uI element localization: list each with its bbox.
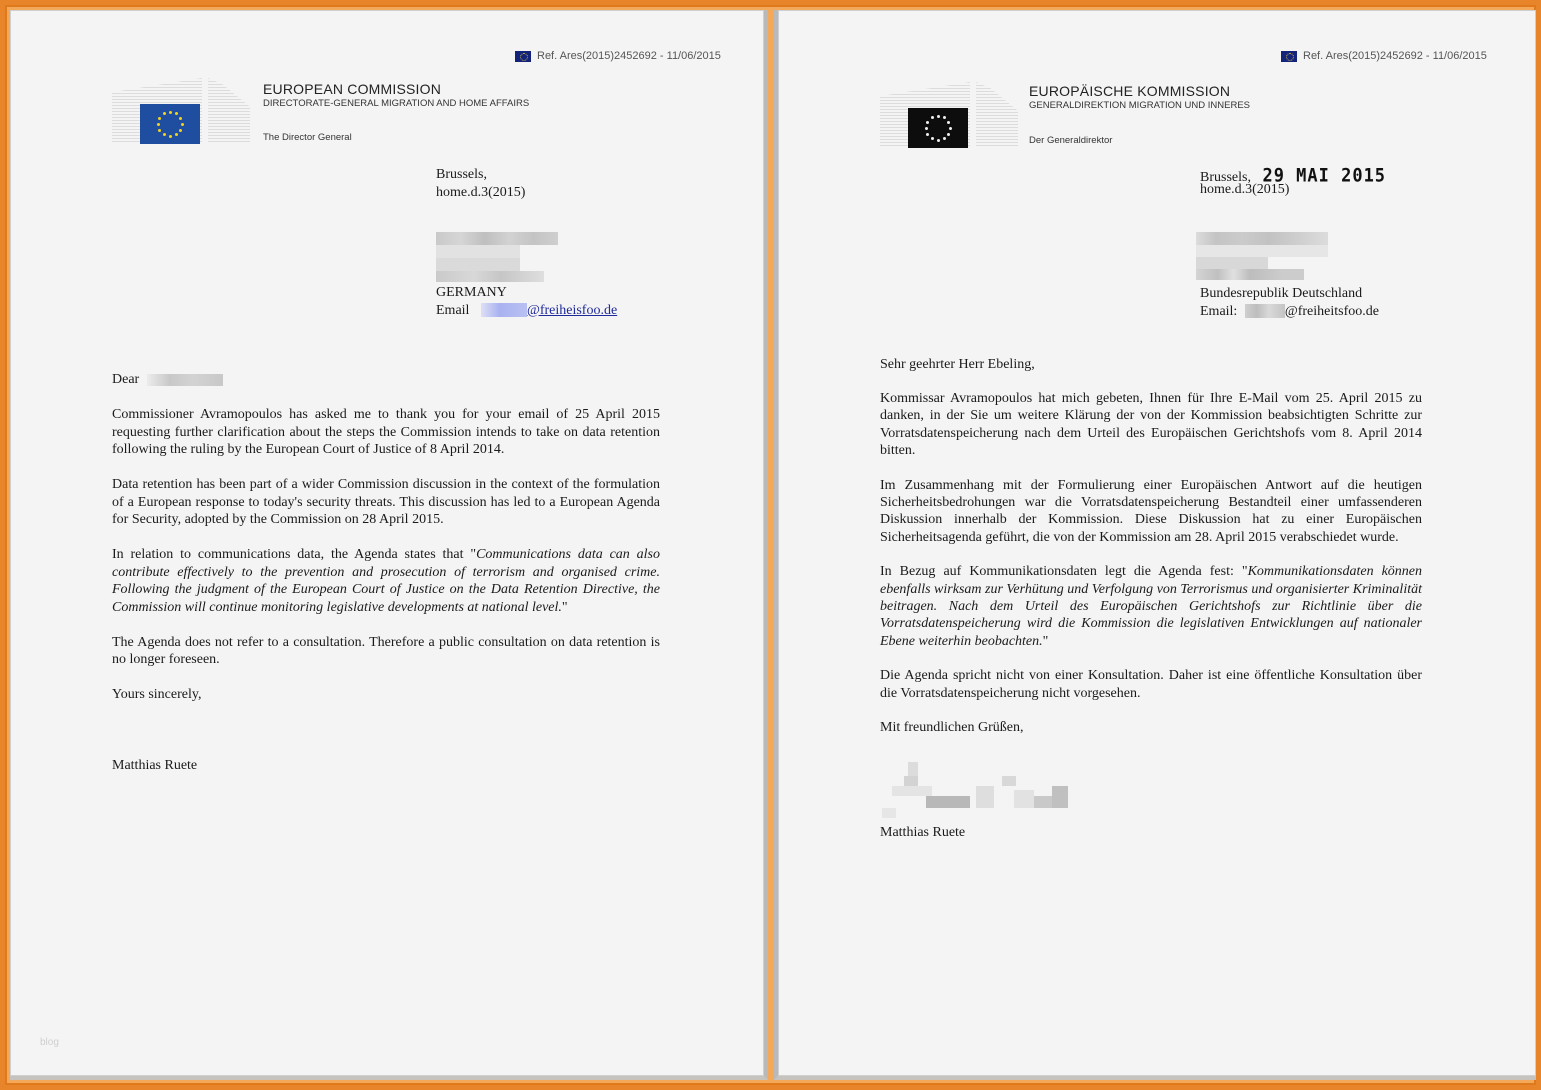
- redacted-email-user: [1245, 304, 1285, 318]
- salutation-text: Dear: [112, 372, 140, 387]
- closing: Yours sincerely,: [112, 687, 202, 702]
- place: Brussels,: [436, 167, 487, 182]
- berlaymont-building-icon: [208, 78, 250, 142]
- redacted-signature: [882, 762, 1082, 818]
- email-label: Email: [436, 302, 470, 318]
- eu-flag-icon: [140, 104, 200, 144]
- email-address-domain: @freiheitsfoo.de: [1284, 303, 1379, 319]
- date-stamp: 29 MAI 2015: [1262, 164, 1387, 187]
- agenda-quote: Kommunikationsdaten können ebenfalls wirksam zur Verhütung und Verfolgung von Terrorismus und organisierter Kriminalität beitragen. Nach dem Urteil des Europäischen Gerichtshofs zur Richtlinie über die Vorratsdatenspeicherung wird die Kommission die legislativen Entwicklungen auf nationaler Ebene weiterhin beobachten.: [880, 564, 1423, 649]
- recipient-block: [1200, 285, 1379, 320]
- org-subtitle: DIRECTORATE-GENERAL MIGRATION AND HOME AFFAIRS: [263, 98, 530, 109]
- ec-logo: [112, 74, 252, 144]
- berlaymont-building-icon: [976, 82, 1018, 146]
- eu-flag-icon: [515, 51, 531, 62]
- paragraph-4: The Agenda does not refer to a consultation. Therefore a public consultation on data retention is no longer foreseen.: [112, 634, 660, 667]
- org-title: EUROPÄISCHE KOMMISSION: [1029, 83, 1231, 99]
- recipient-block: [436, 284, 617, 319]
- file-reference: home.d.3(2015): [1200, 181, 1290, 197]
- ec-logo: [880, 78, 1020, 148]
- paragraph-3: [880, 563, 1422, 649]
- reference-text: Ref. Ares(2015)2452692 - 11/06/2015: [537, 50, 721, 62]
- place: Brussels,: [1200, 170, 1251, 185]
- signatory: Matthias Ruete: [112, 758, 198, 773]
- letter-page-german: [774, 10, 1536, 1080]
- eu-flag-icon: [1281, 51, 1297, 62]
- org-role: The Director General: [263, 132, 352, 143]
- email-link[interactable]: @freiheisfoo.de: [526, 302, 618, 318]
- agenda-quote: Communications data can also contribute effectively to the prevention and prosecution of terrorism and organised crime. Following the judgment of the European Court of Justice on the Data Retention Directive, the Commission will continue monitoring legislative developments at national level.: [112, 547, 660, 615]
- closing: Mit freundlichen Grüßen,: [880, 720, 1024, 736]
- org-subtitle: GENERALDIREKTION MIGRATION UND INNERES: [1029, 100, 1250, 111]
- paragraph-2: Data retention has been part of a wider Commission discussion in the context of the formulation of a European response to today's security threats. This discussion has led to a European Agenda for Security, adopted by the Commission on 28 April 2015.: [112, 477, 660, 527]
- redacted-name: [147, 374, 223, 386]
- redacted-address: [1196, 232, 1330, 282]
- signatory: Matthias Ruete: [880, 825, 966, 840]
- org-header: [1029, 83, 1250, 111]
- paragraph-1: Kommissar Avramopoulos hat mich gebeten, Ihnen für Ihre E-Mail vom 25. April 2015 zu danken, in der Sie um weitere Klärung der von der Kommission beabsichtigten Schritte zur Vorratsdatenspeicherung nach dem Urteil des Europäischen Gerichtshofs vom 8. April 2014 bitten.: [880, 391, 1422, 458]
- address-block: [1200, 164, 1387, 198]
- paragraph-2: Im Zusammenhang mit der Formulierung einer Europäischen Antwort auf die heutigen Sicherheitsbedrohungen war die Vorratsdatenspeicherung Bestandteil einer umfassenderen Diskussion innerhalb der Kommission. Diese Diskussion hat zu einer Europäischen Sicherheitsagenda geführt, die von der Kommission am 28. April 2015 verabschiedet wurde.: [880, 477, 1422, 545]
- salutation: [112, 371, 223, 389]
- letter-body: [112, 406, 660, 721]
- recipient-country: Bundesrepublik Deutschland: [1200, 286, 1363, 301]
- paragraph-1: Commissioner Avramopoulos has asked me to thank you for your email of 25 April 2015 requesting further clarification about the steps the Commission intends to take on data retention following the ruling by the European Court of Justice of 8 April 2014.: [112, 407, 660, 457]
- org-role: Der Generaldirektor: [1029, 135, 1113, 146]
- paragraph-4: Die Agenda spricht nicht von einer Konsultation. Daher ist eine öffentliche Konsultation über die Vorratsdatenspeicherung nicht vorgesehen.: [880, 668, 1422, 701]
- paragraph-3: [112, 546, 660, 616]
- eu-flag-icon: [908, 108, 968, 148]
- salutation: Sehr geehrter Herr Ebeling,: [880, 357, 1035, 372]
- recipient-country: GERMANY: [436, 285, 507, 300]
- letter-body: [880, 390, 1422, 754]
- redacted-address: [436, 232, 560, 284]
- quote-close: ": [1042, 633, 1049, 649]
- paragraph-3-intro: In Bezug auf Kommunikationsdaten legt die Agenda fest: ": [880, 564, 1248, 580]
- email-label: Email:: [1200, 303, 1238, 319]
- watermark: blog: [40, 1037, 59, 1048]
- letter-page-english: [10, 10, 768, 1080]
- redacted-email-user: [481, 303, 527, 317]
- reference-line: [1281, 50, 1487, 62]
- file-reference: home.d.3(2015): [436, 184, 526, 200]
- org-header: [263, 81, 529, 109]
- paragraph-3-intro: In relation to communications data, the Agenda states that ": [112, 547, 477, 562]
- eu-stars-icon: [155, 109, 185, 139]
- org-title: EUROPEAN COMMISSION: [263, 81, 442, 97]
- address-block: [436, 166, 525, 201]
- reference-line: [515, 50, 721, 62]
- eu-stars-icon: [923, 113, 953, 143]
- reference-text: Ref. Ares(2015)2452692 - 11/06/2015: [1303, 50, 1487, 62]
- quote-close: ": [561, 599, 568, 615]
